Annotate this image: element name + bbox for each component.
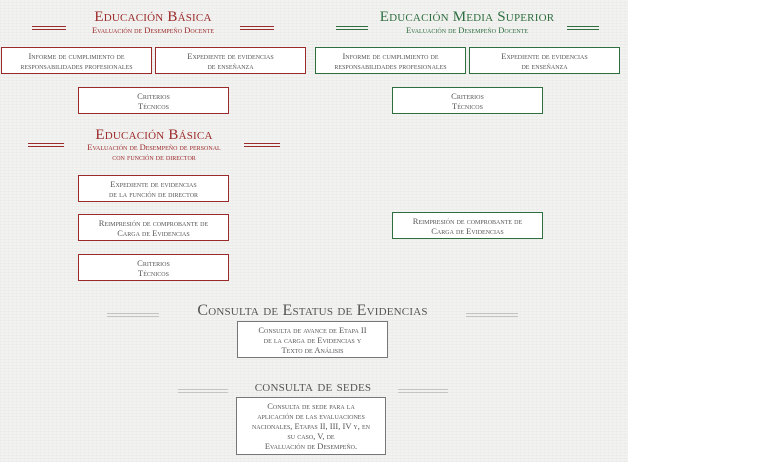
reimpresion-comprobante-basica-button[interactable]: Reimpresión de comprobante de Carga de Evidencias bbox=[78, 214, 229, 241]
section-title-basica-docente: Educación Básica bbox=[94, 9, 212, 25]
reimpresion-comprobante-media-button[interactable]: Reimpresión de comprobante de Carga de Evidencias bbox=[392, 212, 543, 239]
expediente-funcion-director-button[interactable]: Expediente de evidencias de la función de director bbox=[78, 175, 229, 202]
title-rule-left bbox=[178, 389, 228, 393]
title-rule-right bbox=[567, 26, 599, 30]
informe-cumplimiento-basica-button[interactable]: Informe de cumplimiento de responsabilidades profesionales bbox=[1, 47, 152, 74]
section-title-media-superior: Educación Media Superior bbox=[379, 9, 555, 25]
criterios-tecnicos-director-button[interactable]: Criterios Técnicos bbox=[78, 254, 229, 281]
expediente-ensenanza-media-button[interactable]: Expediente de evidencias de enseñanza bbox=[469, 47, 620, 74]
section-title-basica-director: Educación Básica bbox=[95, 127, 213, 143]
title-rule-right bbox=[244, 143, 280, 147]
section-subtitle-basica-docente: Evaluación de Desempeño Docente bbox=[91, 25, 215, 35]
criterios-tecnicos-media-button[interactable]: Criterios Técnicos bbox=[392, 87, 543, 114]
section-title-sedes: consulta de sedes bbox=[254, 378, 372, 395]
title-rule-right bbox=[240, 26, 274, 30]
section-title-estatus: Consulta de Estatus de Evidencias bbox=[197, 302, 428, 319]
section-subtitle-basica-director: Evaluación de Desempeño de personal con función de director bbox=[87, 142, 221, 162]
title-rule-right bbox=[466, 313, 518, 317]
consulta-sede-button[interactable]: Consulta de sede para la aplicación de las evaluaciones nacionales, Etapas II, III, IV y, en su caso, V, de Evaluación de Desempeño. bbox=[236, 397, 386, 455]
consulta-avance-etapa-button[interactable]: Consulta de avance de Etapa II de la carga de Evidencias y Texto de Análisis bbox=[237, 321, 388, 358]
informe-cumplimiento-media-button[interactable]: Informe de cumplimiento de responsabilidades profesionales bbox=[315, 47, 466, 74]
section-subtitle-media-superior: Evaluación de Desempeño Docente bbox=[405, 25, 529, 35]
title-rule-left bbox=[32, 26, 66, 30]
title-rule-left bbox=[28, 143, 64, 147]
title-rule-right bbox=[398, 389, 448, 393]
criterios-tecnicos-basica-button[interactable]: Criterios Técnicos bbox=[78, 87, 229, 114]
title-rule-left bbox=[336, 26, 368, 30]
title-rule-left bbox=[107, 313, 159, 317]
expediente-ensenanza-basica-button[interactable]: Expediente de evidencias de enseñanza bbox=[155, 47, 306, 74]
